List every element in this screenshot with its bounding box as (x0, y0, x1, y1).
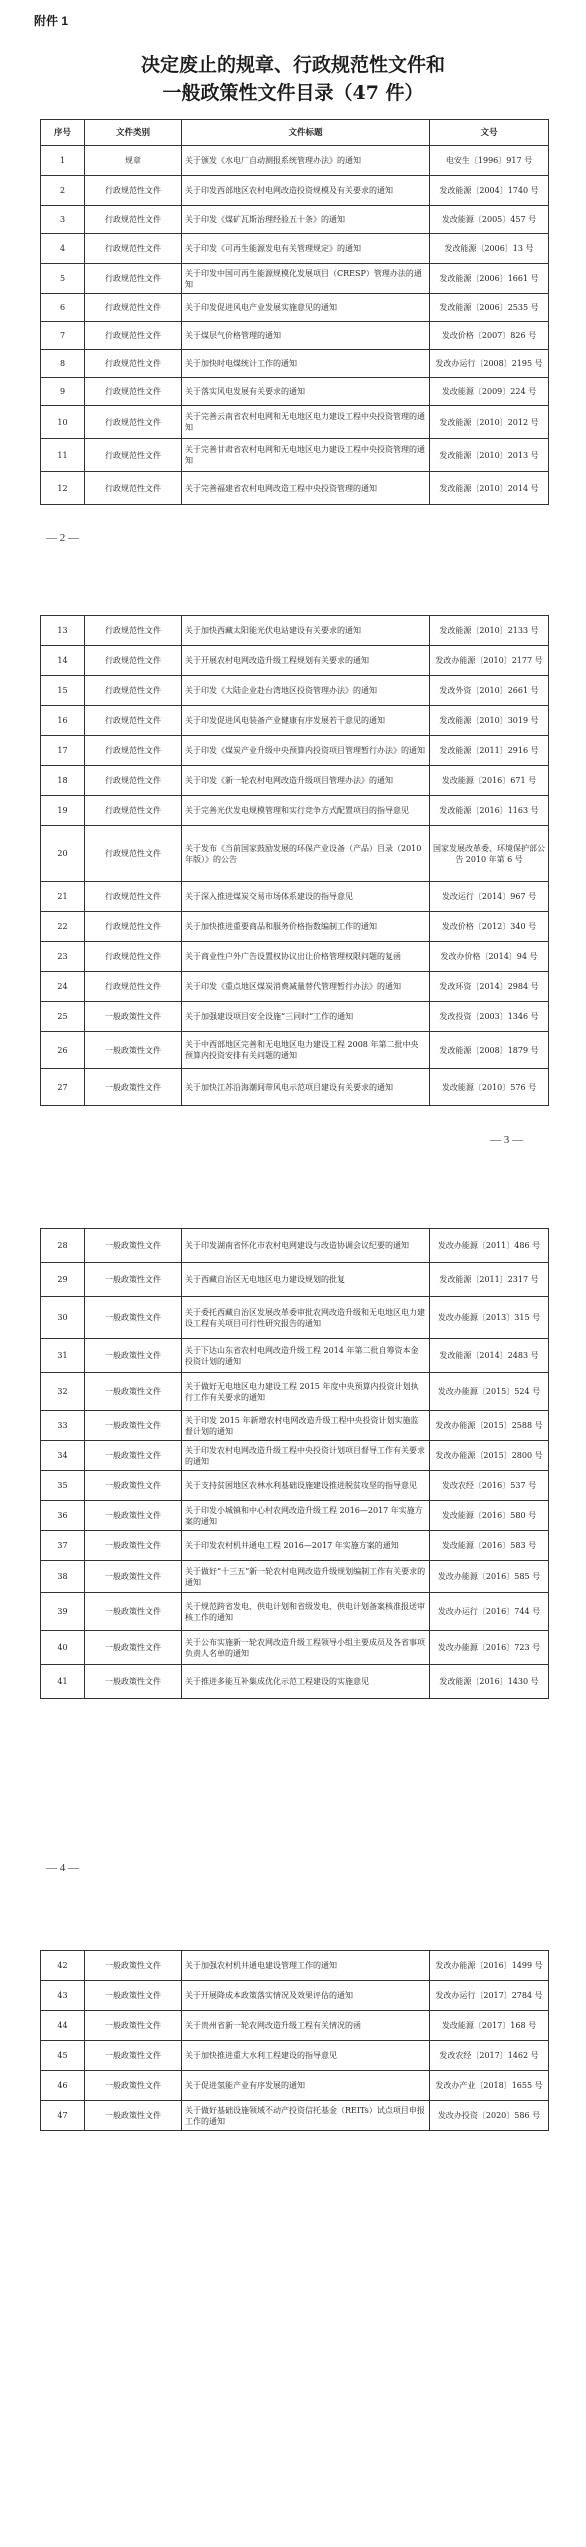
page-number: — 3 — (490, 1134, 523, 1146)
row-doc-number: 发改办产业〔2018〕1655 号 (430, 2071, 549, 2101)
table-row (41, 378, 549, 406)
row-doc-number: 发改办运行〔2016〕744 号 (430, 1593, 549, 1631)
table-row (41, 1441, 549, 1471)
row-seq: 28 (41, 1229, 85, 1263)
row-seq: 15 (41, 676, 85, 706)
row-category: 一般政策性文件 (85, 2071, 182, 2101)
row-title: 关于推进多能互补集成优化示范工程建设的实施意见 (182, 1665, 430, 1699)
row-doc-number: 发改能源〔2016〕580 号 (430, 1501, 549, 1531)
header-seq: 序号 (41, 120, 85, 146)
document-title-line-1: 决定废止的规章、行政规范性文件和 (140, 54, 445, 76)
row-category: 行政规范性文件 (85, 472, 182, 505)
row-seq: 21 (41, 882, 85, 912)
row-doc-number: 发改办运行〔2008〕2195 号 (430, 350, 549, 378)
catalog-table-page-2 (40, 615, 549, 1106)
table-row (41, 1339, 549, 1373)
row-doc-number: 发改能源〔2005〕457 号 (430, 206, 549, 234)
row-title: 关于深入推进煤炭交易市场体系建设的指导意见 (182, 882, 430, 912)
row-category: 行政规范性文件 (85, 322, 182, 350)
row-category: 一般政策性文件 (85, 1531, 182, 1561)
row-title: 关于印发《新一轮农村电网改造升级项目管理办法》的通知 (182, 766, 430, 796)
table-row (41, 234, 549, 264)
row-seq: 17 (41, 736, 85, 766)
row-doc-number: 发改能源〔2010〕2014 号 (430, 472, 549, 505)
row-seq: 22 (41, 912, 85, 942)
row-doc-number: 发改能源〔2014〕2483 号 (430, 1339, 549, 1373)
row-doc-number: 发改能源〔2010〕2012 号 (430, 406, 549, 439)
table-row (41, 972, 549, 1002)
row-category: 行政规范性文件 (85, 912, 182, 942)
row-category: 行政规范性文件 (85, 706, 182, 736)
row-category: 行政规范性文件 (85, 766, 182, 796)
row-seq: 13 (41, 616, 85, 646)
row-category: 一般政策性文件 (85, 1229, 182, 1263)
row-doc-number: 发改能源〔2006〕1661 号 (430, 264, 549, 294)
row-category: 行政规范性文件 (85, 882, 182, 912)
row-title: 关于规范跨省发电、供电计划和省级发电、供电计划备案核准报送审核工作的通知 (182, 1593, 430, 1631)
table-row (41, 1951, 549, 1981)
row-seq: 11 (41, 439, 85, 472)
row-seq: 42 (41, 1951, 85, 1981)
table-row (41, 942, 549, 972)
row-category: 行政规范性文件 (85, 676, 182, 706)
row-seq: 45 (41, 2041, 85, 2071)
row-seq: 12 (41, 472, 85, 505)
row-doc-number: 发改办能源〔2016〕585 号 (430, 1561, 549, 1593)
header-category: 文件类别 (85, 120, 182, 146)
row-title: 关于印发西部地区农村电网改造投资规模及有关要求的通知 (182, 176, 430, 206)
row-seq: 26 (41, 1032, 85, 1069)
row-title: 关于西藏自治区无电地区电力建设规划的批复 (182, 1263, 430, 1297)
table-row (41, 350, 549, 378)
row-title: 关于煤层气价格管理的通知 (182, 322, 430, 350)
row-category: 行政规范性文件 (85, 206, 182, 234)
row-category: 一般政策性文件 (85, 1593, 182, 1631)
row-seq: 37 (41, 1531, 85, 1561)
table-row (41, 1631, 549, 1665)
row-category: 一般政策性文件 (85, 2101, 182, 2131)
row-doc-number: 发改能源〔2010〕3019 号 (430, 706, 549, 736)
row-category: 行政规范性文件 (85, 972, 182, 1002)
row-doc-number: 发改能源〔2016〕1430 号 (430, 1665, 549, 1699)
table-row (41, 176, 549, 206)
row-doc-number: 发改能源〔2017〕168 号 (430, 2011, 549, 2041)
row-category: 行政规范性文件 (85, 294, 182, 322)
row-seq: 2 (41, 176, 85, 206)
table-row (41, 616, 549, 646)
row-category: 一般政策性文件 (85, 1981, 182, 2011)
row-title: 关于加快时电煤统计工作的通知 (182, 350, 430, 378)
row-category: 一般政策性文件 (85, 2011, 182, 2041)
document-title-line-2: 一般政策性文件目录（47 件） (162, 82, 424, 104)
row-title: 关于印发《煤炭产业升级中央预算内投资项目管理暂行办法》的通知 (182, 736, 430, 766)
row-title: 关于完善甘肃省农村电网和无电地区电力建设工程中央投资管理的通知 (182, 439, 430, 472)
row-seq: 20 (41, 826, 85, 882)
table-row (41, 1501, 549, 1531)
row-category: 一般政策性文件 (85, 1665, 182, 1699)
row-doc-number: 发改办能源〔2015〕2800 号 (430, 1441, 549, 1471)
row-category: 行政规范性文件 (85, 264, 182, 294)
row-doc-number: 发改能源〔2010〕576 号 (430, 1069, 549, 1106)
row-category: 一般政策性文件 (85, 1441, 182, 1471)
row-category: 行政规范性文件 (85, 378, 182, 406)
row-doc-number: 发改办运行〔2017〕2784 号 (430, 1981, 549, 2011)
row-title: 关于印发农村电网改造升级工程中央投资计划项目督导工作有关要求的通知 (182, 1441, 430, 1471)
row-title: 关于完善光伏发电规模管理和实行竞争方式配置项目的指导意见 (182, 796, 430, 826)
row-title: 关于贵州省新一轮农网改造升级工程有关情况的函 (182, 2011, 430, 2041)
row-seq: 3 (41, 206, 85, 234)
row-seq: 18 (41, 766, 85, 796)
row-title: 关于做好基础设施领域不动产投资信托基金（REITs）试点项目申报工作的通知 (182, 2101, 430, 2131)
row-title: 关于完善云南省农村电网和无电地区电力建设工程中央投资管理的通知 (182, 406, 430, 439)
row-seq: 43 (41, 1981, 85, 2011)
row-doc-number: 发改投资〔2003〕1346 号 (430, 1002, 549, 1032)
row-doc-number: 发改能源〔2016〕583 号 (430, 1531, 549, 1561)
row-seq: 46 (41, 2071, 85, 2101)
row-doc-number: 发改能源〔2016〕671 号 (430, 766, 549, 796)
row-title: 关于印发农村机井通电工程 2016—2017 年实施方案的通知 (182, 1531, 430, 1561)
row-category: 行政规范性文件 (85, 234, 182, 264)
row-seq: 7 (41, 322, 85, 350)
table-row (41, 1665, 549, 1699)
row-category: 一般政策性文件 (85, 1032, 182, 1069)
row-category: 行政规范性文件 (85, 826, 182, 882)
table-row (41, 294, 549, 322)
row-title: 关于加快推进重大水利工程建设的指导意见 (182, 2041, 430, 2071)
catalog-table-page-1 (40, 119, 549, 505)
row-doc-number: 发改能源〔2009〕224 号 (430, 378, 549, 406)
row-category: 一般政策性文件 (85, 1002, 182, 1032)
table-row (41, 1069, 549, 1106)
row-title: 关于商业性户外广告设置权协议出让价格管理权限问题的复函 (182, 942, 430, 972)
row-category: 行政规范性文件 (85, 406, 182, 439)
table-row (41, 472, 549, 505)
row-category: 一般政策性文件 (85, 1297, 182, 1339)
row-title: 关于加强建设项目安全设施“三同时”工作的通知 (182, 1002, 430, 1032)
annex-label: 附件 1 (34, 14, 69, 28)
table-row (41, 406, 549, 439)
header-doc-number: 文号 (430, 120, 549, 146)
table-row (41, 439, 549, 472)
row-category: 行政规范性文件 (85, 796, 182, 826)
row-category: 行政规范性文件 (85, 942, 182, 972)
row-category: 一般政策性文件 (85, 1561, 182, 1593)
row-seq: 10 (41, 406, 85, 439)
row-category: 一般政策性文件 (85, 1373, 182, 1411)
table-row (41, 1032, 549, 1069)
row-title: 关于开展农村电网改造升级工程规划有关要求的通知 (182, 646, 430, 676)
table-row (41, 1297, 549, 1339)
row-title: 关于做好无电地区电力建设工程 2015 年度中央预算内投资计划执行工作有关要求的通知 (182, 1373, 430, 1411)
row-title: 关于印发促进风电产业发展实施意见的通知 (182, 294, 430, 322)
row-seq: 19 (41, 796, 85, 826)
row-doc-number: 发改外资〔2010〕2661 号 (430, 676, 549, 706)
row-title: 关于印发促进风电装备产业健康有序发展若干意见的通知 (182, 706, 430, 736)
row-seq: 44 (41, 2011, 85, 2041)
row-seq: 8 (41, 350, 85, 378)
row-title: 关于中西部地区完善和无电地区电力建设工程 2008 年第二批中央预算内投资安排有关问题的通知 (182, 1032, 430, 1069)
row-doc-number: 发改办价格〔2014〕94 号 (430, 942, 549, 972)
row-seq: 5 (41, 264, 85, 294)
row-title: 关于加强农村机井通电建设管理工作的通知 (182, 1951, 430, 1981)
row-doc-number: 电安生〔1996〕917 号 (430, 146, 549, 176)
row-seq: 30 (41, 1297, 85, 1339)
row-title: 关于完善福建省农村电网改造工程中央投资管理的通知 (182, 472, 430, 505)
row-title: 关于落实风电发展有关要求的通知 (182, 378, 430, 406)
row-title: 关于下达山东省农村电网改造升级工程 2014 年第二批自筹资本金投资计划的通知 (182, 1339, 430, 1373)
row-seq: 14 (41, 646, 85, 676)
table-row (41, 1561, 549, 1593)
table-row (41, 706, 549, 736)
row-seq: 29 (41, 1263, 85, 1297)
table-row (41, 1531, 549, 1561)
row-seq: 38 (41, 1561, 85, 1593)
row-seq: 16 (41, 706, 85, 736)
row-seq: 24 (41, 972, 85, 1002)
catalog-table-page-3 (40, 1228, 549, 1699)
table-row (41, 912, 549, 942)
table-row (41, 1471, 549, 1501)
row-doc-number: 发改农经〔2017〕1462 号 (430, 2041, 549, 2071)
row-seq: 36 (41, 1501, 85, 1531)
table-row (41, 1411, 549, 1441)
row-title: 关于加快西藏太阳能光伏电站建设有关要求的通知 (182, 616, 430, 646)
row-doc-number: 发改能源〔2010〕2133 号 (430, 616, 549, 646)
table-row (41, 676, 549, 706)
row-category: 一般政策性文件 (85, 1339, 182, 1373)
row-doc-number: 发改办能源〔2010〕2177 号 (430, 646, 549, 676)
row-seq: 39 (41, 1593, 85, 1631)
row-title: 关于颁发《水电厂自动测报系统管理办法》的通知 (182, 146, 430, 176)
row-doc-number: 发改办能源〔2016〕1499 号 (430, 1951, 549, 1981)
row-title: 关于加快推进重要商品和服务价格指数编制工作的通知 (182, 912, 430, 942)
table-row (41, 1002, 549, 1032)
row-doc-number: 发改办能源〔2015〕2588 号 (430, 1411, 549, 1441)
row-title: 关于加快江苏沿海潮间带风电示范项目建设有关要求的通知 (182, 1069, 430, 1106)
table-row (41, 882, 549, 912)
row-category: 行政规范性文件 (85, 439, 182, 472)
table-row (41, 2041, 549, 2071)
row-doc-number: 发改能源〔2006〕2535 号 (430, 294, 549, 322)
row-category: 一般政策性文件 (85, 1263, 182, 1297)
row-seq: 6 (41, 294, 85, 322)
table-row (41, 736, 549, 766)
row-title: 关于促进氢能产业有序发展的通知 (182, 2071, 430, 2101)
table-row (41, 766, 549, 796)
row-seq: 40 (41, 1631, 85, 1665)
row-seq: 25 (41, 1002, 85, 1032)
table-row (41, 1373, 549, 1411)
table-row (41, 1981, 549, 2011)
row-doc-number: 发改价格〔2007〕826 号 (430, 322, 549, 350)
row-seq: 35 (41, 1471, 85, 1501)
row-doc-number: 发改能源〔2008〕1879 号 (430, 1032, 549, 1069)
row-category: 一般政策性文件 (85, 1411, 182, 1441)
row-doc-number: 发改办投资〔2020〕586 号 (430, 2101, 549, 2131)
table-row (41, 646, 549, 676)
header-title: 文件标题 (182, 120, 430, 146)
row-title: 关于印发《可再生能源发电有关管理规定》的通知 (182, 234, 430, 264)
table-row (41, 264, 549, 294)
row-doc-number: 发改办能源〔2013〕315 号 (430, 1297, 549, 1339)
page-number: — 2 — (46, 532, 79, 544)
row-doc-number: 发改运行〔2014〕967 号 (430, 882, 549, 912)
row-category: 行政规范性文件 (85, 176, 182, 206)
row-category: 一般政策性文件 (85, 1951, 182, 1981)
row-title: 关于印发《煤矿瓦斯治理经验五十条》的通知 (182, 206, 430, 234)
table-row (41, 1229, 549, 1263)
row-category: 一般政策性文件 (85, 1501, 182, 1531)
row-title: 关于印发小城镇和中心村农网改造升级工程 2016—2017 年实施方案的通知 (182, 1501, 430, 1531)
row-seq: 31 (41, 1339, 85, 1373)
row-title: 关于印发湖南省怀化市农村电网建设与改造协调会议纪要的通知 (182, 1229, 430, 1263)
row-doc-number: 发改能源〔2011〕2916 号 (430, 736, 549, 766)
row-seq: 33 (41, 1411, 85, 1441)
table-row (41, 322, 549, 350)
row-doc-number: 发改价格〔2012〕340 号 (430, 912, 549, 942)
row-seq: 47 (41, 2101, 85, 2131)
row-seq: 9 (41, 378, 85, 406)
table-row (41, 206, 549, 234)
row-doc-number: 发改办能源〔2015〕524 号 (430, 1373, 549, 1411)
catalog-table-page-4 (40, 1950, 549, 2131)
row-doc-number: 发改能源〔2004〕1740 号 (430, 176, 549, 206)
table-row (41, 796, 549, 826)
table-row (41, 2071, 549, 2101)
row-seq: 4 (41, 234, 85, 264)
row-category: 行政规范性文件 (85, 736, 182, 766)
row-seq: 41 (41, 1665, 85, 1699)
row-category: 一般政策性文件 (85, 1069, 182, 1106)
row-title: 关于公布实施新一轮农网改造升级工程领导小组主要成员及各省事项负责人名单的通知 (182, 1631, 430, 1665)
row-category: 一般政策性文件 (85, 1631, 182, 1665)
table-row (41, 2101, 549, 2131)
row-title: 关于发布《当前国家鼓励发展的环保产业设备（产品）目录（2010 年版）》的公告 (182, 826, 430, 882)
row-doc-number: 发改能源〔2011〕2317 号 (430, 1263, 549, 1297)
row-title: 关于支持贫困地区农林水利基础设施建设推进脱贫攻坚的指导意见 (182, 1471, 430, 1501)
row-seq: 1 (41, 146, 85, 176)
row-title: 关于印发中国可再生能源规模化发展项目（CRESP）管理办法的通知 (182, 264, 430, 294)
row-title: 关于印发《大陆企业赴台湾地区投资管理办法》的通知 (182, 676, 430, 706)
row-doc-number: 发改农经〔2016〕537 号 (430, 1471, 549, 1501)
row-seq: 32 (41, 1373, 85, 1411)
row-doc-number: 发改办能源〔2016〕723 号 (430, 1631, 549, 1665)
row-title: 关于印发《重点地区煤炭消费减量替代管理暂行办法》的通知 (182, 972, 430, 1002)
table-row (41, 826, 549, 882)
row-title: 关于印发 2015 年新增农村电网改造升级工程中央投资计划实施监督计划的通知 (182, 1411, 430, 1441)
row-category: 一般政策性文件 (85, 2041, 182, 2071)
row-doc-number: 发改办能源〔2011〕486 号 (430, 1229, 549, 1263)
table-row (41, 1593, 549, 1631)
row-seq: 23 (41, 942, 85, 972)
row-doc-number: 发改环资〔2014〕2984 号 (430, 972, 549, 1002)
page-number: — 4 — (46, 1862, 79, 1874)
row-doc-number: 发改能源〔2006〕13 号 (430, 234, 549, 264)
row-title: 关于做好“十三五”新一轮农村电网改造升级规划编制工作有关要求的通知 (182, 1561, 430, 1593)
row-category: 行政规范性文件 (85, 646, 182, 676)
table-row (41, 146, 549, 176)
row-title: 关于委托西藏自治区发展改革委审批农网改造升级和无电地区电力建设工程有关项目可行性研究报告的通知 (182, 1297, 430, 1339)
row-seq: 27 (41, 1069, 85, 1106)
row-category: 行政规范性文件 (85, 350, 182, 378)
table-row (41, 1263, 549, 1297)
row-doc-number: 发改能源〔2016〕1163 号 (430, 796, 549, 826)
row-category: 规章 (85, 146, 182, 176)
row-title: 关于开展降成本政策落实情况及效果评估的通知 (182, 1981, 430, 2011)
table-header-row (41, 120, 549, 146)
row-category: 行政规范性文件 (85, 616, 182, 646)
table-row (41, 2011, 549, 2041)
row-seq: 34 (41, 1441, 85, 1471)
row-doc-number: 发改能源〔2010〕2013 号 (430, 439, 549, 472)
row-doc-number: 国家发展改革委、环境保护部公告 2010 年第 6 号 (430, 826, 549, 882)
row-category: 一般政策性文件 (85, 1471, 182, 1501)
